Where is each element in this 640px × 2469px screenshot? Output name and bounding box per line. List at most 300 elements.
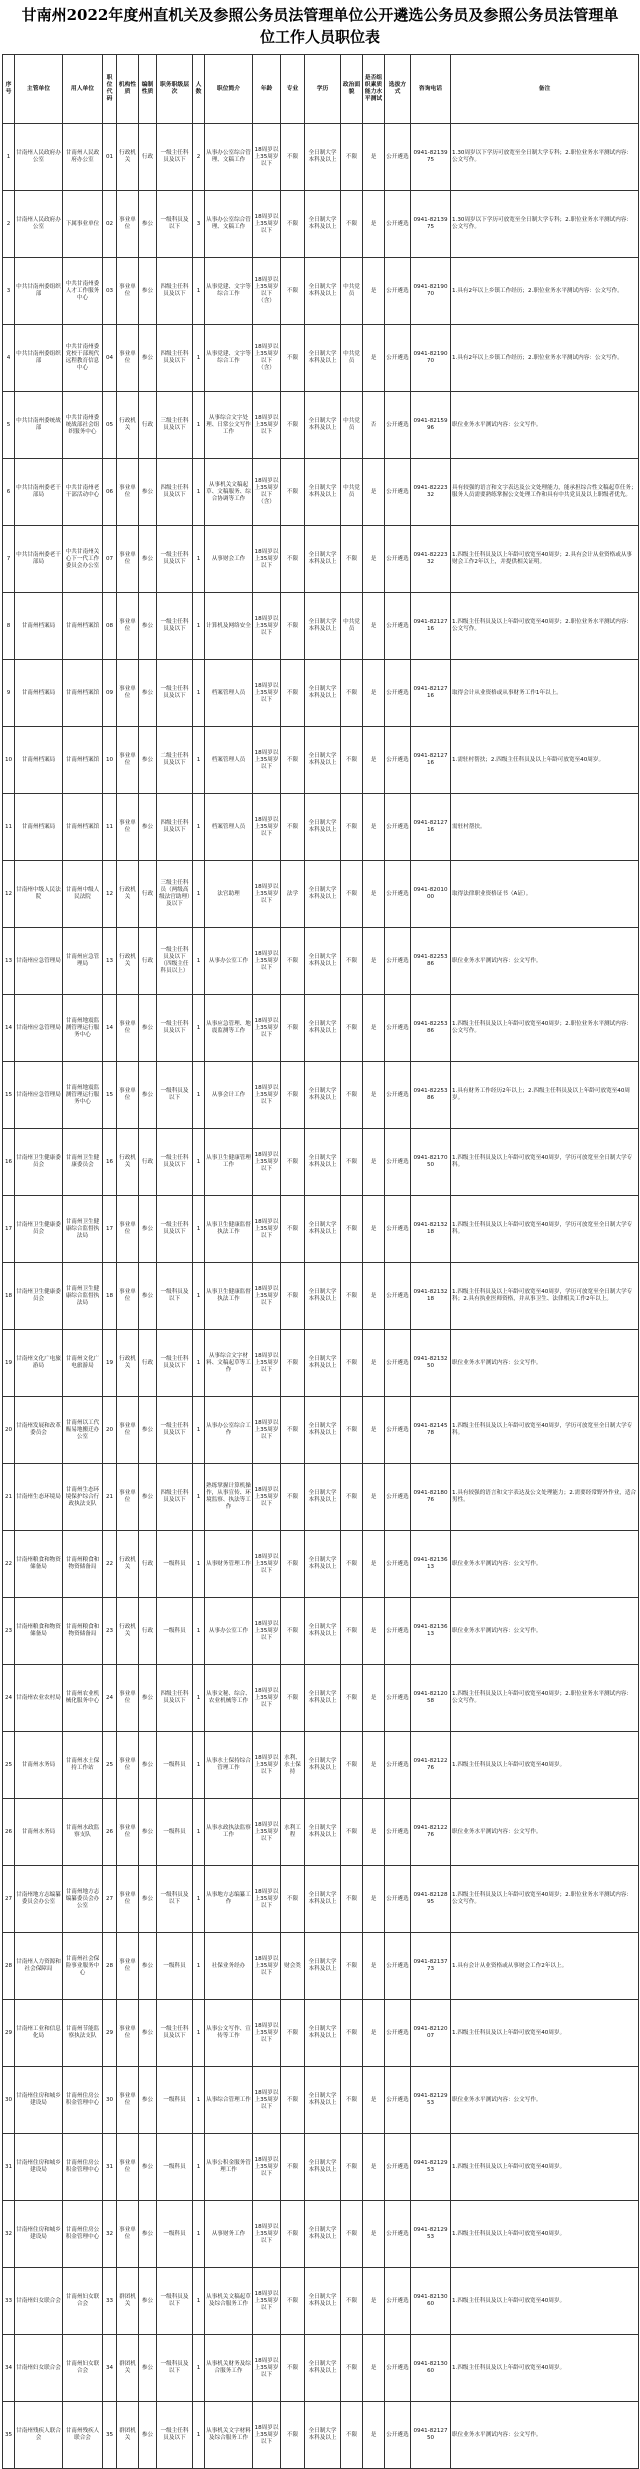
table-cell: 0941-8225386 — [411, 995, 451, 1062]
table-cell: 甘南州档案馆 — [63, 794, 103, 861]
table-cell: 参公 — [139, 2000, 157, 2067]
table-cell: 18周岁以上35周岁以下 — [253, 2268, 281, 2335]
table-cell: 1.四级主任科员及以上年龄可放宽至40周岁。 — [451, 2268, 639, 2335]
table-cell: 行政机关 — [117, 1129, 139, 1196]
table-cell: 取得法律职业资格证书（A证）。 — [451, 861, 639, 928]
table-cell: 从事卫生健康监督执法工作 — [205, 1196, 253, 1263]
table-cell: 甘南州生态环境保护综合行政执法支队 — [63, 1464, 103, 1531]
table-cell: 从事机关财务及综合服务工作 — [205, 2335, 253, 2402]
table-cell: 是 — [363, 995, 385, 1062]
table-cell: 全日制大学本科及以上 — [305, 2067, 341, 2134]
table-cell: 是 — [363, 258, 385, 325]
table-cell: 甘南州档案局 — [15, 660, 63, 727]
table-cell: 甘南州水务局 — [15, 1732, 63, 1799]
table-row — [3, 1933, 639, 2000]
table-cell: 26 — [3, 1799, 15, 1866]
table-cell: 从事会计工作 — [205, 1062, 253, 1129]
table-cell: 是 — [363, 2134, 385, 2201]
table-cell: 一级科员及以下 — [157, 2268, 193, 2335]
table-cell: 不限 — [281, 1062, 305, 1129]
table-cell: 0941-8212953 — [411, 2067, 451, 2134]
table-cell: 公开遴选 — [385, 392, 411, 459]
table-cell: 甘南州以工代赈易地搬迁办公室 — [63, 1397, 103, 1464]
table-cell: 甘南州人民政府办公室 — [15, 191, 63, 258]
table-cell: 一级主任科员及以下 — [157, 660, 193, 727]
table-cell: 1 — [193, 2335, 205, 2402]
table-cell: 事业单位 — [117, 526, 139, 593]
table-cell: 三级主任科员（两级高级法官助理）及以下 — [157, 861, 193, 928]
table-cell: 档案管理人员 — [205, 727, 253, 794]
table-cell: 25 — [103, 1732, 117, 1799]
table-cell: 29 — [103, 2000, 117, 2067]
table-cell: 甘南州档案馆 — [63, 727, 103, 794]
table-cell: 中共党员 — [341, 593, 363, 660]
table-cell: 中共党员 — [341, 325, 363, 392]
table-cell: 事业单位 — [117, 1464, 139, 1531]
table-cell: 09 — [103, 660, 117, 727]
table-cell: 一级科员 — [157, 1799, 193, 1866]
table-cell: 1 — [193, 1129, 205, 1196]
table-cell: 1 — [193, 727, 205, 794]
table-cell: 参公 — [139, 1866, 157, 1933]
table-cell: 0941-8219070 — [411, 258, 451, 325]
table-cell: 甘南州残疾人联合会 — [15, 2402, 63, 2469]
table-cell: 1 — [193, 1397, 205, 1464]
table-cell: 中共甘南州委人才工作服务中心 — [63, 258, 103, 325]
table-cell: 行政 — [139, 861, 157, 928]
table-cell: 21 — [103, 1464, 117, 1531]
table-cell: 不限 — [341, 2067, 363, 2134]
table-cell: 不限 — [281, 1330, 305, 1397]
table-cell: 不限 — [281, 995, 305, 1062]
table-cell: 从事水土保持综合管理工作 — [205, 1732, 253, 1799]
table-cell: 不限 — [281, 392, 305, 459]
table-cell: 甘南州农业机械化服务中心 — [63, 1665, 103, 1732]
table-cell: 否 — [363, 392, 385, 459]
table-cell: 参公 — [139, 2402, 157, 2469]
table-cell: 1.四级主任科员及以上年龄可放宽至40周岁。 — [451, 2201, 639, 2268]
table-cell: 参公 — [139, 1397, 157, 1464]
table-cell: 甘南州应急管理局 — [63, 928, 103, 995]
table-cell: 35 — [3, 2402, 15, 2469]
table-cell: 是 — [363, 124, 385, 191]
table-cell: 参公 — [139, 1799, 157, 1866]
table-cell: 群团机关 — [117, 2402, 139, 2469]
table-cell: 2 — [3, 191, 15, 258]
table-cell: 是 — [363, 1732, 385, 1799]
table-cell: 1.四级主任科员及以上年龄可放宽至40周岁；2.职位业务水平测试内容：公文写作。 — [451, 593, 639, 660]
table-cell: 行政机关 — [117, 392, 139, 459]
table-cell: 33 — [3, 2268, 15, 2335]
table-cell: 04 — [103, 325, 117, 392]
table-cell: 不限 — [341, 727, 363, 794]
table-cell: 0941-8213773 — [411, 1933, 451, 2000]
table-cell: 公开遴选 — [385, 2201, 411, 2268]
table-cell: 是 — [363, 2000, 385, 2067]
table-cell: 参公 — [139, 2201, 157, 2268]
table-cell: 职位业务水平测试内容：公文写作。 — [451, 1330, 639, 1397]
table-cell: 1 — [193, 1732, 205, 1799]
table-cell: 职位业务水平测试内容：公文写作。 — [451, 392, 639, 459]
table-cell: 四级主任科员及以下 — [157, 258, 193, 325]
table-cell: 是 — [363, 928, 385, 995]
table-cell: 18周岁以上35周岁以下 — [253, 1732, 281, 1799]
table-cell: 是 — [363, 1196, 385, 1263]
table-row — [3, 526, 639, 593]
table-cell: 不限 — [341, 2000, 363, 2067]
table-cell: 水利、水土保持 — [281, 1732, 305, 1799]
table-cell: 不限 — [341, 861, 363, 928]
table-cell: 不限 — [281, 1665, 305, 1732]
table-cell: 18周岁以上35周岁以下 — [253, 1665, 281, 1732]
table-cell: 甘南州住房和城乡建设局 — [15, 2201, 63, 2268]
table-cell: 甘南州住房和城乡建设局 — [15, 2134, 63, 2201]
table-cell: 18周岁以上35周岁以下 — [253, 2335, 281, 2402]
table-cell: 中共甘南州委组织部 — [15, 258, 63, 325]
table-cell: 1.四级主任科员及以上年龄可放宽至40周岁。 — [451, 2335, 639, 2402]
table-cell: 甘南州中级人民法院 — [15, 861, 63, 928]
table-cell: 中共党员 — [341, 392, 363, 459]
table-cell: 职位业务水平测试内容：公文写作。 — [451, 1799, 639, 1866]
table-cell: 是 — [363, 861, 385, 928]
table-cell: 一级科员 — [157, 2201, 193, 2268]
table-cell: 事业单位 — [117, 794, 139, 861]
table-cell: 中共甘南州委统战部社会组织服务中心 — [63, 392, 103, 459]
table-cell: 全日制大学本科及以上 — [305, 995, 341, 1062]
table-cell: 01 — [103, 124, 117, 191]
table-cell: 是 — [363, 1330, 385, 1397]
table-cell: 全日制大学本科及以上 — [305, 2201, 341, 2268]
table-cell: 一级主任科员及以下 — [157, 1129, 193, 1196]
table-cell: 事业单位 — [117, 1866, 139, 1933]
document-title — [0, 0, 640, 52]
table-cell: 甘南州水政监察支队 — [63, 1799, 103, 1866]
table-cell: 事业单位 — [117, 660, 139, 727]
table-cell: 事业单位 — [117, 1732, 139, 1799]
table-cell: 4 — [3, 325, 15, 392]
table-cell: 甘南州卫生健康委员会 — [63, 1129, 103, 1196]
table-cell: 事业单位 — [117, 593, 139, 660]
table-cell: 08 — [103, 593, 117, 660]
table-cell: 1.具有财务工作经历2年以上；2.四级主任科员及以上年龄可放宽至40周岁。 — [451, 1062, 639, 1129]
table-cell: 1 — [193, 794, 205, 861]
table-cell: 从事机关文稿起草、文稿服务、综合协调等工作 — [205, 459, 253, 526]
table-cell: 是 — [363, 1598, 385, 1665]
table-cell: 一级主任科员及以下 — [157, 2402, 193, 2469]
table-cell: 1 — [193, 1263, 205, 1330]
table-cell: 是 — [363, 1799, 385, 1866]
table-cell: 不限 — [281, 727, 305, 794]
table-cell: 1.四级主任科员及以上年龄可放宽至40周岁。 — [451, 1732, 639, 1799]
column-header: 用人单位 — [63, 55, 103, 124]
table-cell: 甘南州妇女联合会 — [63, 2268, 103, 2335]
table-cell: 30 — [103, 2067, 117, 2134]
table-cell: 全日制大学本科及以上 — [305, 1598, 341, 1665]
table-cell: 全日制大学本科及以上 — [305, 1263, 341, 1330]
table-cell: 社保业务经办 — [205, 1933, 253, 2000]
table-cell: 不限 — [281, 2000, 305, 2067]
table-cell: 1.具有会计从业资格或从事财会工作2年以上。 — [451, 1933, 639, 2000]
table-cell: 0941-8213613 — [411, 1531, 451, 1598]
table-cell: 不限 — [341, 2335, 363, 2402]
table-cell: 不限 — [341, 1799, 363, 1866]
table-cell: 四级主任科员及以下 — [157, 459, 193, 526]
table-cell: 甘南州档案局 — [15, 727, 63, 794]
table-cell: 18周岁以上35周岁以下 — [253, 191, 281, 258]
table-cell: 不限 — [281, 1531, 305, 1598]
table-cell: 1.四级主任科员及以上年龄可放宽至40周岁；2.职位业务水平测试内容：公文写作。 — [451, 1866, 639, 1933]
table-cell: 是 — [363, 593, 385, 660]
table-cell: 0941-8213250 — [411, 1330, 451, 1397]
table-cell: 1.30周岁以下学历可放宽至全日制大学专科；2.职位业务水平测试内容：公文写作。 — [451, 124, 639, 191]
table-cell: 甘南州水务局 — [15, 1799, 63, 1866]
table-cell: 34 — [103, 2335, 117, 2402]
table-cell: 3 — [193, 191, 205, 258]
table-cell: 事业单位 — [117, 995, 139, 1062]
table-cell: 参公 — [139, 459, 157, 526]
table-cell: 行政 — [139, 1330, 157, 1397]
table-cell: 1.四级主任科员及以上年龄可放宽至40周岁。 — [451, 2000, 639, 2067]
table-cell: 1 — [193, 2402, 205, 2469]
table-cell: 甘南州粮食和物资储备局 — [15, 1531, 63, 1598]
table-cell: 群团机关 — [117, 2335, 139, 2402]
table-cell: 甘南州妇女联合会 — [15, 2335, 63, 2402]
table-cell: 不限 — [281, 2402, 305, 2469]
table-cell: 从事党建、文字等综合工作 — [205, 325, 253, 392]
table-cell: 甘南州卫生健康委员会 — [15, 1196, 63, 1263]
table-cell: 中共党员 — [341, 258, 363, 325]
table-cell: 27 — [103, 1866, 117, 1933]
table-cell: 全日制大学本科及以上 — [305, 1330, 341, 1397]
table-cell: 从事综合文字材料、文稿起草等工作 — [205, 1330, 253, 1397]
table-cell: 全日制大学本科及以上 — [305, 459, 341, 526]
table-cell: 公开遴选 — [385, 2268, 411, 2335]
table-row — [3, 995, 639, 1062]
table-cell: 0941-8213218 — [411, 1263, 451, 1330]
table-cell: 甘南州文化广电旅游局 — [63, 1330, 103, 1397]
column-header: 年龄 — [253, 55, 281, 124]
column-header: 咨询电话 — [411, 55, 451, 124]
table-cell: 从事办公室工作 — [205, 1598, 253, 1665]
column-header: 学历 — [305, 55, 341, 124]
table-row — [3, 2067, 639, 2134]
table-cell: 公开遴选 — [385, 727, 411, 794]
table-cell: 18周岁以上35周岁以下 — [253, 1598, 281, 1665]
table-cell: 是 — [363, 2201, 385, 2268]
table-cell: 不限 — [341, 1933, 363, 2000]
table-cell: 0941-8222332 — [411, 526, 451, 593]
table-cell: 四级主任科员及以下 — [157, 1665, 193, 1732]
table-cell: 行政机关 — [117, 124, 139, 191]
table-cell: 甘南州妇女联合会 — [63, 2335, 103, 2402]
table-row — [3, 861, 639, 928]
table-cell: 甘南州人民政府办公室 — [63, 124, 103, 191]
table-cell: 1.四级主任科员及以上年龄可放宽至40周岁；2.职位业务水平测试内容：公文写作。 — [451, 995, 639, 1062]
table-cell: 1 — [193, 2201, 205, 2268]
table-cell: 不限 — [341, 1330, 363, 1397]
table-cell: 具有较强的语言和文字表达及公文处理能力，能承担综合性文稿起草任务；服务人员需要熟练掌握公文处理工作和具有中共党员及以上职级者优先。 — [451, 459, 639, 526]
table-cell: 一级主任科员及以下 — [157, 1330, 193, 1397]
table-row — [3, 1665, 639, 1732]
table-cell: 甘南州住房公积金管理中心 — [63, 2067, 103, 2134]
table-cell: 一级主任科员及以下 — [157, 1196, 193, 1263]
table-cell: 28 — [3, 1933, 15, 2000]
table-cell: 1 — [193, 2067, 205, 2134]
table-cell: 1.30周岁以下学历可放宽至全日制大学专科；2.职位业务水平测试内容：公文写作。 — [451, 191, 639, 258]
table-cell: 6 — [3, 459, 15, 526]
table-cell: 参公 — [139, 2335, 157, 2402]
table-cell: 事业单位 — [117, 1665, 139, 1732]
table-cell: 甘南州工业和信息化局 — [15, 2000, 63, 2067]
table-cell: 3 — [3, 258, 15, 325]
table-row — [3, 1196, 639, 1263]
table-cell: 中共甘南州委统战部 — [15, 392, 63, 459]
table-cell: 全日制大学本科及以上 — [305, 1129, 341, 1196]
table-cell: 公开遴选 — [385, 2000, 411, 2067]
table-cell: 18周岁以上35周岁以下（含） — [253, 459, 281, 526]
table-cell: 一级科员 — [157, 1933, 193, 2000]
table-cell: 从事文秘、综合、农业机械等工作 — [205, 1665, 253, 1732]
table-cell: 是 — [363, 727, 385, 794]
table-cell: 是 — [363, 1129, 385, 1196]
table-cell: 9 — [3, 660, 15, 727]
table-cell: 是 — [363, 2335, 385, 2402]
table-cell: 参公 — [139, 1933, 157, 2000]
table-cell: 10 — [3, 727, 15, 794]
table-cell: 甘南州人民政府办公室 — [15, 124, 63, 191]
table-cell: 18周岁以上35周岁以下 — [253, 1464, 281, 1531]
table-cell: 参公 — [139, 191, 157, 258]
table-cell: 18周岁以上35周岁以下 — [253, 660, 281, 727]
table-cell: 是 — [363, 526, 385, 593]
table-cell: 一级主任科员及以下 — [157, 124, 193, 191]
table-cell: 0941-8215996 — [411, 392, 451, 459]
table-cell: 甘南州粮食和物资储备局 — [15, 1598, 63, 1665]
table-cell: 一级科员及以下 — [157, 1062, 193, 1129]
table-cell: 不限 — [281, 660, 305, 727]
table-cell: 甘南州地震监测管理运行服务中心 — [63, 1062, 103, 1129]
table-cell: 18周岁以上35周岁以下 — [253, 1330, 281, 1397]
table-cell: 档案管理人员 — [205, 794, 253, 861]
table-cell: 不限 — [341, 1665, 363, 1732]
table-cell: 全日制大学本科及以上 — [305, 1799, 341, 1866]
table-cell: 全日制大学本科及以上 — [305, 325, 341, 392]
table-cell: 是 — [363, 1866, 385, 1933]
table-cell: 公开遴选 — [385, 1531, 411, 1598]
table-cell: 从事公文写作、宣传等工作 — [205, 2000, 253, 2067]
table-row — [3, 2134, 639, 2201]
table-cell: 1.四级主任科员及以上年龄可放宽至40周岁；2.职位业务水平测试内容：公文写作。 — [451, 1665, 639, 1732]
table-cell: 行政机关 — [117, 1330, 139, 1397]
table-cell: 是 — [363, 794, 385, 861]
table-row — [3, 258, 639, 325]
table-cell: 公开遴选 — [385, 526, 411, 593]
table-row — [3, 1062, 639, 1129]
table-cell: 甘南州水土保持工作站 — [63, 1732, 103, 1799]
table-cell: 参公 — [139, 727, 157, 794]
table-cell: 是 — [363, 2067, 385, 2134]
table-cell: 不限 — [281, 1866, 305, 1933]
table-cell: 群团机关 — [117, 2268, 139, 2335]
table-cell: 0941-8213218 — [411, 1196, 451, 1263]
table-cell: 27 — [3, 1866, 15, 1933]
table-cell: 从事办公室综合管理、文稿工作 — [205, 124, 253, 191]
table-cell: 公开遴选 — [385, 1799, 411, 1866]
table-cell: 甘南州粮食和物资储备局 — [63, 1598, 103, 1665]
table-cell: 1.四级主任科员及以上年龄可放宽至40周岁；2.具有会计从业资格或从事财会工作2年以上，并提供相关证明。 — [451, 526, 639, 593]
table-cell: 下属事业单位 — [63, 191, 103, 258]
table-cell: 0941-8213975 — [411, 124, 451, 191]
table-cell: 0941-8212953 — [411, 2134, 451, 2201]
table-cell: 18周岁以上35周岁以下 — [253, 2000, 281, 2067]
table-cell: 18周岁以上35周岁以下 — [253, 1062, 281, 1129]
table-cell: 02 — [103, 191, 117, 258]
table-cell: 1 — [193, 1531, 205, 1598]
table-cell: 是 — [363, 1397, 385, 1464]
table-cell: 0941-8212716 — [411, 794, 451, 861]
table-cell: 不限 — [281, 459, 305, 526]
table-cell: 0941-8212953 — [411, 2201, 451, 2268]
table-cell: 公开遴选 — [385, 2335, 411, 2402]
table-cell: 参公 — [139, 2134, 157, 2201]
table-cell: 全日制大学本科及以上 — [305, 1196, 341, 1263]
table-cell: 公开遴选 — [385, 1330, 411, 1397]
table-cell: 03 — [103, 258, 117, 325]
table-cell: 18周岁以上35周岁以下 — [253, 1933, 281, 2000]
table-cell: 1 — [193, 2000, 205, 2067]
table-cell: 33 — [103, 2268, 117, 2335]
table-cell: 05 — [103, 392, 117, 459]
table-cell: 四级主任科员及以下 — [157, 794, 193, 861]
table-cell: 甘南州社会保险事业服务中心 — [63, 1933, 103, 2000]
table-cell: 1 — [193, 660, 205, 727]
header-row — [3, 55, 639, 124]
table-cell: 熟练掌握计算机操作，从事宣传、环境监察、执法等工作 — [205, 1464, 253, 1531]
table-cell: 从事公积金服务管理工作 — [205, 2134, 253, 2201]
table-row — [3, 459, 639, 526]
table-cell: 11 — [103, 794, 117, 861]
table-cell: 不限 — [341, 1397, 363, 1464]
table-cell: 不限 — [281, 1196, 305, 1263]
table-cell: 18周岁以上35周岁以下 — [253, 2402, 281, 2469]
table-cell: 12 — [103, 861, 117, 928]
table-cell: 不限 — [341, 928, 363, 995]
table-cell: 取得会计从业资格或从事财务工作1年以上。 — [451, 660, 639, 727]
table-cell: 全日制大学本科及以上 — [305, 1464, 341, 1531]
table-cell: 从事应急管理、地震监测等工作 — [205, 995, 253, 1062]
table-cell: 法学 — [281, 861, 305, 928]
table-cell: 中共甘南州委老干部局 — [15, 459, 63, 526]
table-cell: 30 — [3, 2067, 15, 2134]
table-cell: 不限 — [281, 191, 305, 258]
table-cell: 0941-8213975 — [411, 191, 451, 258]
table-cell: 参公 — [139, 593, 157, 660]
table-cell: 0941-8212750 — [411, 2402, 451, 2469]
table-cell: 一级科员及以下 — [157, 191, 193, 258]
table-cell: 从事办公室综合管理、文稿工作 — [205, 191, 253, 258]
table-row — [3, 325, 639, 392]
table-cell: 不限 — [341, 526, 363, 593]
table-cell: 不限 — [341, 1732, 363, 1799]
column-header: 职位代码 — [103, 55, 117, 124]
table-cell: 一级科员 — [157, 1531, 193, 1598]
table-cell: 全日制大学本科及以上 — [305, 191, 341, 258]
table-cell: 甘南州卫生健康综合监督执法局 — [63, 1263, 103, 1330]
table-cell: 18周岁以上35周岁以下 — [253, 2201, 281, 2268]
table-cell: 22 — [103, 1531, 117, 1598]
table-cell: 18周岁以上35周岁以下 — [253, 593, 281, 660]
table-cell: 公开遴选 — [385, 2067, 411, 2134]
